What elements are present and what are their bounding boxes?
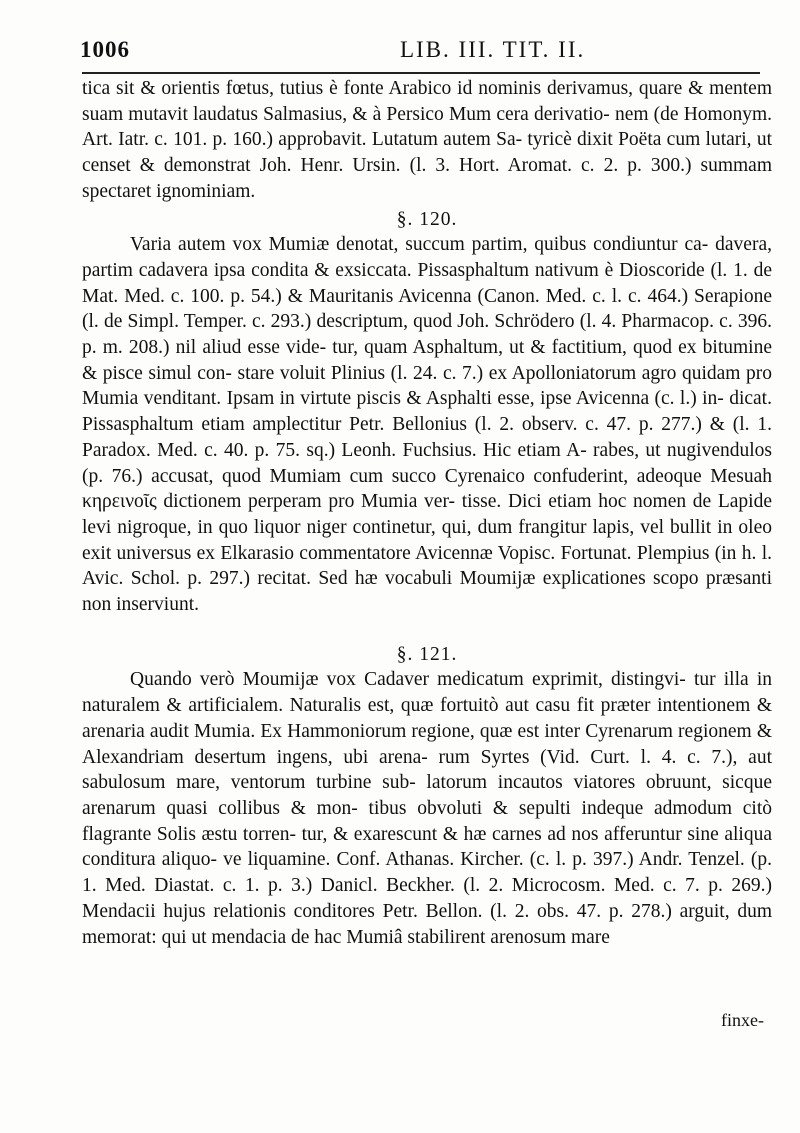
paragraph-continuation: [82, 76, 772, 205]
text-line: nem (de Homonym. Art. Iatr. c. 101. p. 160.) approbavit. Lutatum autem Sa-: [82, 103, 773, 151]
text-line: mentem suam mutavit laudatus Salmasius, & à Persico Mum cera derivatio-: [82, 78, 772, 125]
text-line: tibus obvoluti & sepulti indeque admodum citò flagrante Solis æstu torren-: [82, 797, 772, 845]
text-line: tur, quam Asphaltum, ut & factitium, quod ex bitumine & pisce simul con-: [82, 337, 772, 384]
text-line: tyricè dixit Poëta cum lutari, ut censet & demonstrat Joh. Henr. Ursin. (l. 3.: [82, 129, 772, 177]
text-line: Varia autem vox Mumiæ denotat, succum partim, quibus condiuntur ca-: [130, 234, 716, 256]
text-line: Med. Diastat. c. 1. p. 3.) Danicl. Beckher. (l. 2. Microcosm. Med. c. 7. p. 269.): [105, 875, 772, 897]
text-line: rum Syrtes (Vid. Curt. l. 4. c. 7.), aut sabulosum mare, ventorum turbine sub-: [82, 746, 772, 794]
text-line: tica sit & orientis fœtus, tutius è fonte Arabico id nominis derivamus, quare &: [82, 78, 710, 99]
text-line: rabes, ut nugivendulos (p. 76.) accusat, quod Mumiam cum succo Cyrenaico: [82, 439, 773, 487]
text-line: tur illa in naturalem & artificialem. Naturalis est, quæ fortuitò aut casu fit: [82, 669, 772, 717]
text-line: ve liquamine. Conf. Athanas. Kircher. (c. l. p. 397.) Andr. Tenzel. (p. 1.: [82, 849, 772, 897]
text-line: Elkarasio commentatore Avicennæ Vopisc. Fortunat. Plempius (in h. l. Avic. Schol.: [82, 542, 772, 590]
text-line: latorum incautos viatores obruunt, sicque arenarum quasi collibus & mon-: [82, 772, 772, 819]
paragraph-120: [82, 232, 772, 618]
catchword: finxe-: [721, 1010, 764, 1030]
text-line: venditant. Ipsam in virtute piscis & Asphalti esse, ipse Avicenna (c. l.) in-: [143, 388, 730, 410]
paragraph-121: [82, 667, 772, 950]
text-line: davera, partim cadavera ipsa condita & exsiccata. Pissasphaltum nativum è: [82, 234, 772, 281]
text-line: præter intentionem & arenaria audit Mumia. Ex Hammoniorum regione,: [82, 695, 772, 742]
text-line: Med. c. l. c. 464.) Serapione (l. de Simpl. Temper. c. 293.) descriptum, quod: [82, 285, 772, 333]
text-line: Joh. Schrödero (l. 4. Pharmacop. c. 396. p. m. 208.) nil aliud esse vide-: [82, 311, 772, 359]
text-line: Hort. Aromat. c. 2. p. 300.) summam spectaret ignominiam.: [82, 155, 772, 202]
text-line: p. 297.) recitat. Sed hæ vocabuli Moumijæ explicationes scopo præsanti: [187, 568, 772, 590]
header-rule: [82, 72, 760, 74]
text-line: tur, & exarescunt & hæ carnes ad nos afferuntur sine aliqua conditura aliquo-: [82, 823, 773, 871]
section-heading: §. 121.: [396, 643, 458, 665]
text-line: dicat. Pissasphaltum etiam amplectitur Petr. Bellonius (l. 2. observ. c. 47.: [82, 388, 772, 436]
page-header: [80, 30, 770, 70]
page-body: [82, 76, 772, 950]
text-line: tisse. Dici etiam hoc nomen de Lapide levi nigroque, in quo liquor niger: [82, 491, 773, 538]
text-line: p. 277.) & (l. 1. Paradox. Med. c. 40. p. 75. sq.) Leonh. Fuchsius. Hic etiam A-: [82, 414, 772, 461]
text-line: stare voluit Plinius (l. 24. c. 7.) ex Apolloniatorum agro quidam pro Mumia: [82, 362, 773, 410]
section-heading: §. 120.: [396, 208, 458, 230]
text-line: confuderint, adeoque Mesuah κηρεινοῖς dictionem perperam pro Mumia ver-: [82, 465, 772, 513]
text-line: non inserviunt.: [82, 594, 199, 616]
text-line: Quando verò Moumijæ vox Cadaver medicatum exprimit, distingvi-: [130, 669, 694, 691]
text-line: dum memorat: qui ut mendacia de hac Mumiâ stabilirent arenosum mare: [82, 900, 772, 948]
page-number: 1006: [80, 37, 130, 62]
text-line: quæ est inter Cyrenarum regionem & Alexandriam desertum ingens, ubi arena-: [82, 720, 772, 768]
text-line: Dioscoride (l. 1. de Mat. Med. c. 100. p. 54.) & Mauritanis Avicenna (Canon.: [82, 259, 772, 307]
text-line: continetur, qui, dum frangitur lapis, vel bullit in oleo exit universus ex: [82, 516, 772, 564]
running-title: LIB. III. TIT. II.: [400, 37, 586, 62]
text-line: Mendacii hujus relationis conditores Petr. Bellon. (l. 2. obs. 47. p. 278.) arguit,: [82, 900, 738, 922]
